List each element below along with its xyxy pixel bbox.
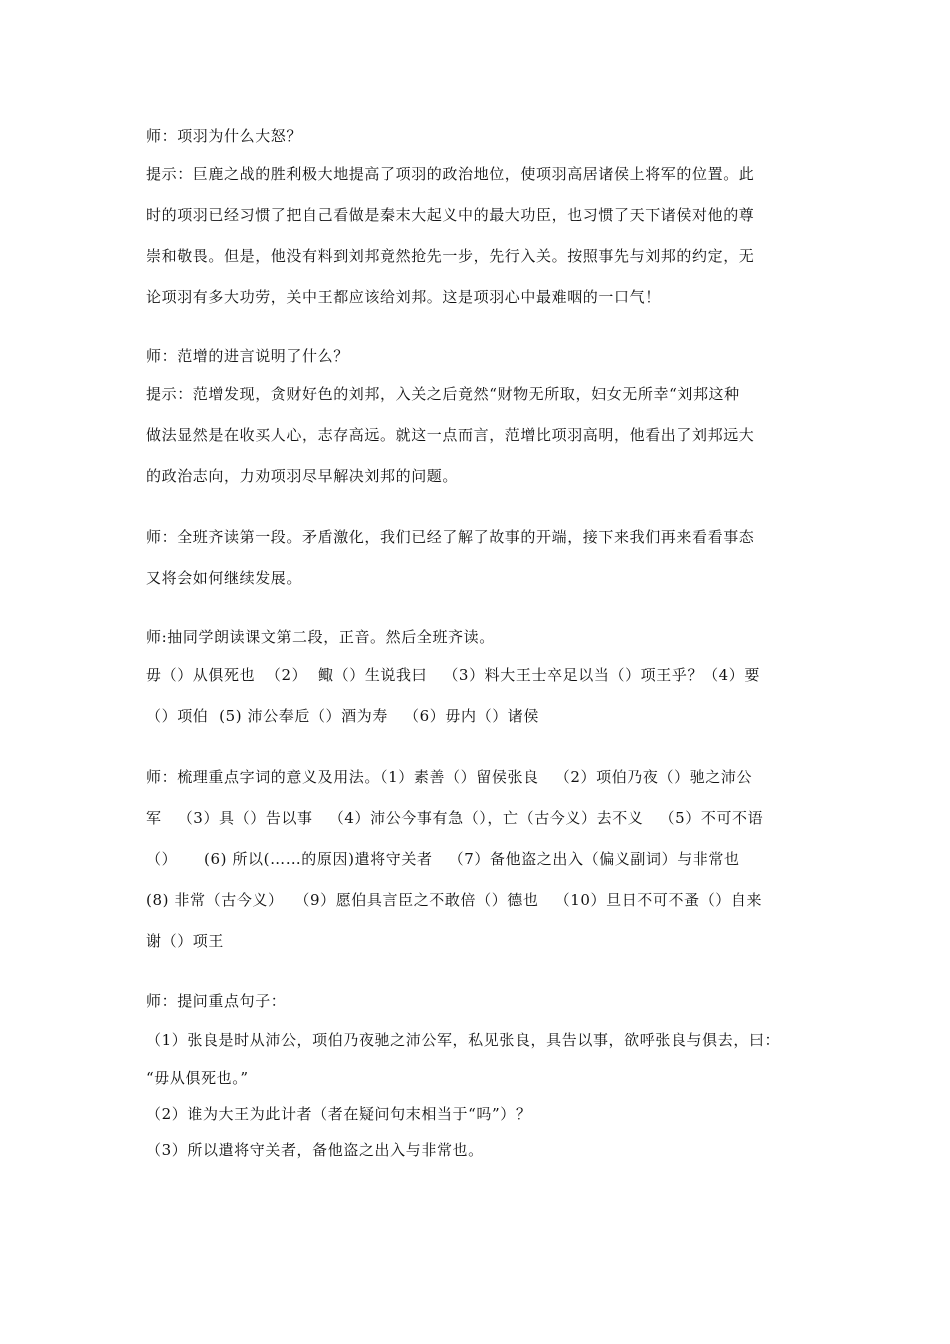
exercise-line: 谢（）项王: [146, 932, 225, 950]
sentence-line: （3）所以遣将守关者，备他盗之出入与非常也。: [146, 1141, 484, 1159]
hint-line: 的政治志向，力劝项羽尽早解决刘邦的问题。: [146, 467, 459, 485]
hint-line: 论项羽有多大功劳，关中王都应该给刘邦。这是项羽心中最难咽的一口气！: [146, 288, 661, 306]
hint-line: 做法显然是在收买人心，志存高远。就这一点而言，范增比项羽高明，他看出了刘邦远大: [146, 426, 755, 444]
question-line: 师：项羽为什么大怒？: [146, 127, 303, 145]
paragraph-line: 师：全班齐读第一段。矛盾激化，我们已经了解了故事的开端，接下来我们再来看看事态: [146, 528, 755, 546]
sentence-line: （1）张良是时从沛公，项伯乃夜驰之沛公军，私见张良，具告以事，欲呼张良与俱去，曰：: [146, 1031, 781, 1049]
sentence-line: （2）谁为大王为此计者（者在疑问句末相当于“吗”）？: [146, 1105, 532, 1123]
sentence-line: “毋从俱死也。”: [146, 1069, 249, 1087]
exercise-line: (8) 非常（古今义） （9）愿伯具言臣之不敢倍（）德也 （10）旦日不可不蚤（）自来: [146, 891, 763, 909]
exercise-line: 师：梳理重点字词的意义及用法。（1）素善（）留侯张良 （2）项伯乃夜（）驰之沛公: [146, 768, 753, 786]
exercise-line: 毋（）从俱死也 （2） 鲰（）生说我曰 （3）料大王士卒足以当（）项王乎？（4）要: [146, 666, 761, 684]
hint-line: 提示：范增发现，贪财好色的刘邦，入关之后竟然“财物无所取，妇女无所幸“刘邦这种: [146, 385, 740, 403]
question-line: 师：提问重点句子：: [146, 992, 287, 1010]
question-line: 师：范增的进言说明了什么？: [146, 347, 349, 365]
hint-line: 提示：巨鹿之战的胜利极大地提高了项羽的政治地位，使项羽高居诸侯上将军的位置。此: [146, 165, 755, 183]
paragraph-line: 师:抽同学朗读课文第二段，正音。然后全班齐读。: [146, 628, 495, 646]
paragraph-line: 又将会如何继续发展。: [146, 569, 303, 587]
hint-line: 崇和敬畏。但是，他没有料到刘邦竟然抢先一步，先行入关。按照事先与刘邦的约定，无: [146, 247, 755, 265]
exercise-line: （） (6) 所以(……的原因)遣将守关者 （7）备他盗之出入（偏义副词）与非常也: [146, 850, 740, 868]
exercise-line: 军 （3）具（）告以事 （4）沛公今事有急（），亡（古今义）去不义 （5）不可不语: [146, 809, 764, 827]
hint-line: 时的项羽已经习惯了把自己看做是秦末大起义中的最大功臣，也习惯了天下诸侯对他的尊: [146, 206, 755, 224]
exercise-line: （）项伯 (5) 沛公奉卮（）酒为寿 （6）毋内（）诸侯: [146, 707, 540, 725]
